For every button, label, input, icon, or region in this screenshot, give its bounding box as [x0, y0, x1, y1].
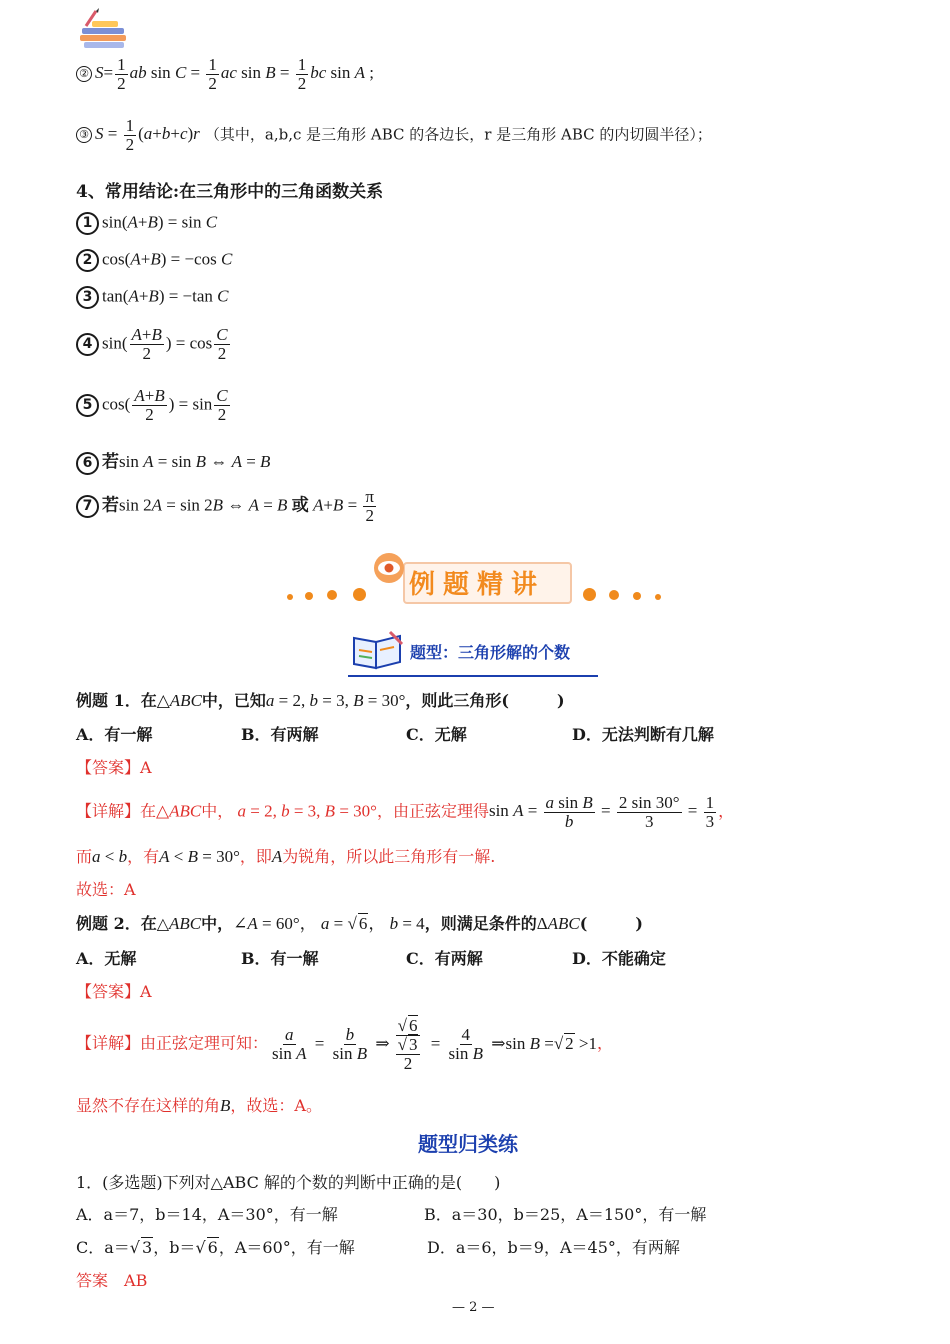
example1-option-c[interactable]: C．无解: [406, 725, 467, 744]
example2-stem: 例题 2．在△ABC中，∠A = 60°， a = √ 6， b = 4，则满足条件的ΔABC( ): [76, 914, 643, 933]
eye-icon: [371, 552, 407, 588]
example1-detail: 【详解】在△ABC中， a = 2, b = 3, B = 30°，由正弦定理得sin A = $\frac{\text{a sin B}}{b}$ = $\frac{2 \sin 30^\circ}{3}$ = $\frac{1}{3}$ ，: [76, 793, 735, 831]
practice-q1-stem: 1．(多选题)下列对△ABC 解的个数的判断中正确的是( ): [76, 1173, 501, 1192]
relation-item-3: 3 tan(A+B) = −tan C: [76, 286, 229, 309]
practice-title: 题型归类练: [418, 1132, 518, 1156]
area-formula-3-note: （其中，a,b,c 是三角形 ABC 的各边长，r 是三角形 ABC 的内切圆半径）；: [204, 125, 712, 144]
practice-q1-option-d[interactable]: D．a＝6，b＝9，A＝45°，有两解: [427, 1238, 680, 1257]
example1-answer: 【答案】A: [76, 758, 152, 777]
relation-item-5: 5 cos( $\frac{A+B}{2}$ ) = sin $\frac{C}{2}$: [76, 387, 232, 424]
example1-option-d[interactable]: D．无法判断有几解: [572, 725, 714, 744]
example2-option-d[interactable]: D．不能确定: [572, 949, 666, 968]
books-pencil-icon: [78, 8, 130, 54]
example1-conclusion: 故选：A: [76, 880, 136, 899]
example1-stem: 例题 1．在△ABC中，已知a = 2, b = 3, B = 30°，则此三角形( ): [76, 691, 565, 710]
page-number: — 2 —: [452, 1300, 495, 1315]
subtopic-title: 题型：三角形解的个数: [410, 643, 571, 662]
example2-option-a[interactable]: A．无解: [76, 949, 137, 968]
area-formula-3: ③ S = $\frac{1}{2}$ (a+b+c)r （其中，a,b,c 是三角形 ABC 的各边长，r 是三角形 ABC 的内切圆半径）；: [76, 117, 712, 154]
relation-item-1: 1 sin(A+B) = sin C: [76, 212, 217, 235]
example1-detail-line2: 而a < b，有A < B = 30°，即A为锐角，所以此三角形有一解.: [76, 847, 496, 866]
practice-q1-option-b[interactable]: B．a＝30，b＝25，A＝150°，有一解: [424, 1205, 707, 1224]
practice-q1-answer: 答案 AB: [76, 1271, 148, 1290]
open-book-icon: [350, 628, 406, 676]
example2-conclusion: 显然不存在这样的角B，故选：A。: [76, 1096, 322, 1115]
subtopic-underline: [348, 675, 598, 677]
relation-item-4: 4 sin( $\frac{A+B}{2}$ ) = cos $\frac{C}{2}$: [76, 326, 232, 363]
section4-heading: 4、常用结论:在三角形中的三角函数关系: [76, 182, 384, 202]
practice-q1-option-a[interactable]: A．a＝7，b＝14，A＝30°，有一解: [76, 1205, 338, 1224]
banner-title: 例题精讲: [409, 570, 546, 600]
example2-detail: 【详解】由正弦定理可知： $\frac{a}{\text{sin A}}$ = $\frac{b}{\text{sin B}}$ ⇒ $\frac{√ 6}{\frac{√ 3}{2}}$ = $\frac{4}{\text{sin B}}$ ⇒sin B =√ 2 >1，: [76, 1016, 614, 1073]
example1-option-a[interactable]: A．有一解: [76, 725, 153, 744]
example2-option-b[interactable]: B．有一解: [241, 949, 319, 968]
example2-answer: 【答案】A: [76, 982, 152, 1001]
practice-q1-option-c[interactable]: C．a＝√ 3，b＝√ 6，A＝60°，有一解: [76, 1238, 355, 1257]
relation-item-2: 2 cos(A+B) = −cos C: [76, 249, 232, 272]
example1-option-b[interactable]: B．有两解: [241, 725, 319, 744]
examples-banner: [283, 552, 668, 607]
example2-option-c[interactable]: C．有两解: [406, 949, 483, 968]
relation-item-6: 6 若sin A = sin B ⇔ A = B: [76, 447, 270, 475]
relation-item-7: 7 若sin 2A = sin 2B ⇔ A = B 或 A+B = $\frac{\pi}{2}$: [76, 488, 378, 525]
area-formula-2: ② S= $\frac{1}{2}$ ab sin C = $\frac{1}{2}$ ac sin B = $\frac{1}{2}$ bc sin A ;: [76, 56, 374, 93]
